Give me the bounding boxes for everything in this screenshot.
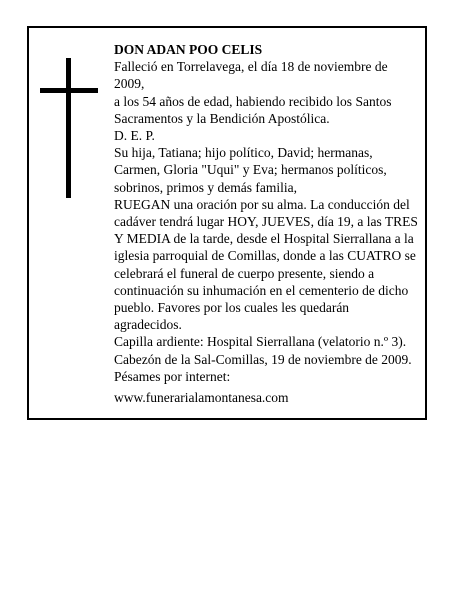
- website-link[interactable]: www.funerarialamontanesa.com: [114, 390, 289, 406]
- cross-horizontal-bar: [40, 88, 98, 93]
- deceased-name: DON ADAN POO CELIS: [114, 42, 263, 57]
- chapel-info: Capilla ardiente: Hospital Sierrallana (velatorio n.º 3).: [114, 334, 407, 350]
- funeral-request: RUEGAN una oración por su alma. La conducción del cadáver tendrá lugar HOY, JUEVES, día 19, a las TRES Y MEDIA de la tarde, desde el Hospital Sierrallana a la iglesia parroquial de Comillas, donde a las CUATRO se celebrará el funeral de cuerpo presente, siendo a continuación su inhumación en el cementerio de dicho pueblo. Favores por los cuales les quedarán agradecidos.: [114, 196, 418, 333]
- obituary-notice: [27, 26, 427, 420]
- age-statement: a los 54 años de edad, habiendo recibido los Santos Sacramentos y la Bendición Apostólica.: [114, 93, 392, 126]
- condolences-label: Pésames por internet:: [114, 368, 231, 384]
- cross-icon: [40, 58, 98, 198]
- cross-vertical-bar: [66, 58, 71, 198]
- death-statement: Falleció en Torrelavega, el día 18 de noviembre de 2009,: [114, 59, 388, 92]
- dep-line: D. E. P.: [114, 128, 155, 144]
- obituary-text: [114, 41, 419, 406]
- place-date: Cabezón de la Sal-Comillas, 19 de noviembre de 2009.: [114, 351, 412, 367]
- family-list: Su hija, Tatiana; hijo político, David; hermanas, Carmen, Gloria "Uqui" y Eva; hermanos políticos, sobrinos, primos y demás familia,: [114, 145, 387, 195]
